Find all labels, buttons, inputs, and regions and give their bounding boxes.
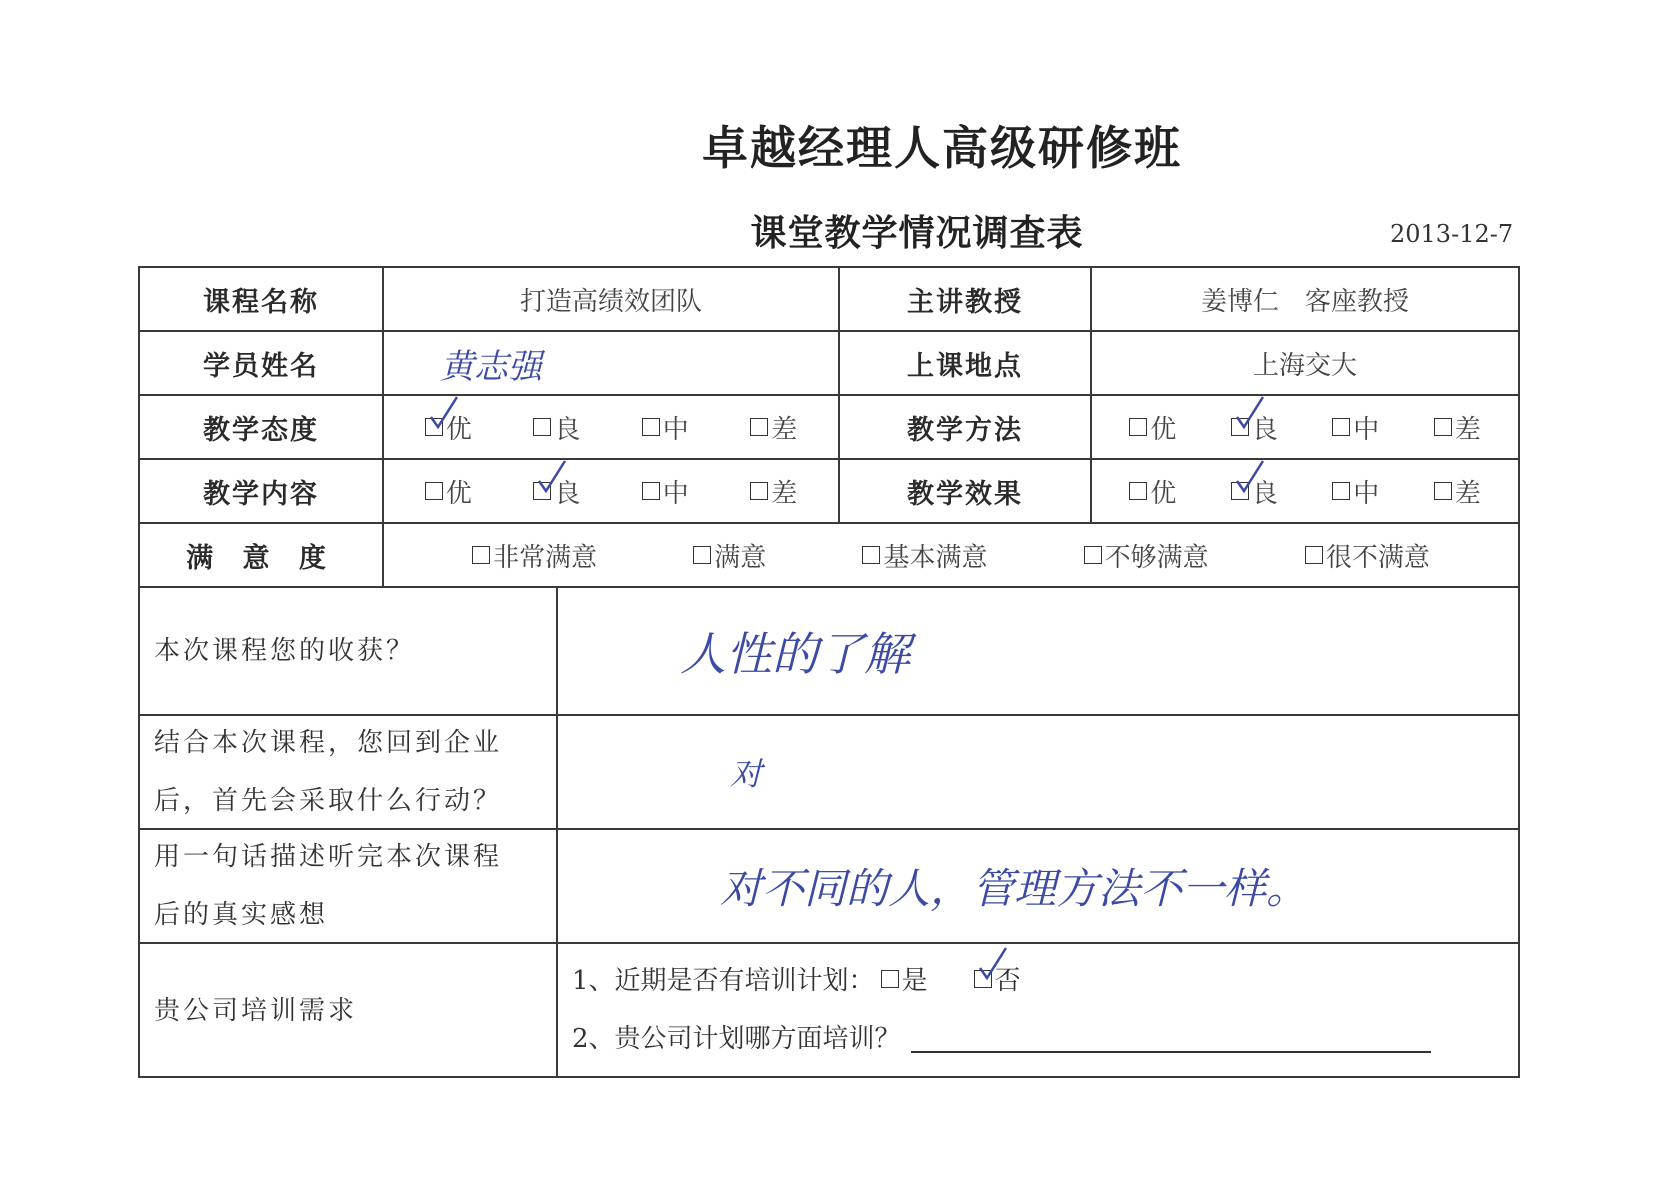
q1-answer: 人性的了解 — [680, 627, 910, 681]
satisfaction-option-3[interactable] — [862, 537, 987, 574]
content-option-1[interactable] — [425, 473, 472, 510]
attitude-option-3[interactable] — [642, 409, 689, 446]
content-option-2[interactable] — [533, 473, 580, 510]
course-name-value: 打造高绩效团队 — [519, 286, 702, 317]
checkbox[interactable] — [1129, 482, 1147, 500]
checkbox[interactable] — [1305, 546, 1323, 564]
training-plan-line — [572, 960, 1021, 997]
checkbox[interactable] — [1084, 546, 1102, 564]
location-value: 上海交大 — [1252, 350, 1357, 381]
checkbox[interactable] — [862, 546, 880, 564]
content-option-3[interactable] — [642, 473, 689, 510]
q2-answer: 对 — [730, 755, 763, 793]
teaching-method-options — [1092, 396, 1518, 458]
checkbox[interactable] — [1332, 482, 1350, 500]
check-mark-icon — [427, 393, 461, 433]
checkbox[interactable] — [750, 418, 768, 436]
q3-label-line1: 用一句话描述听完本次课程 — [154, 842, 503, 872]
option-label: 中 — [662, 478, 689, 509]
teaching-effect-options — [1092, 460, 1518, 522]
option-label: 不够满意 — [1104, 542, 1209, 573]
student-name-handwriting — [440, 332, 838, 394]
option-label: 优 — [445, 414, 472, 445]
satisfaction-option-1[interactable] — [472, 537, 597, 574]
effect-option-2[interactable] — [1231, 473, 1278, 510]
option-label: 良 — [1251, 478, 1278, 509]
training-plan-question: 1、近期是否有培训计划： — [572, 966, 875, 996]
page-title: 卓越经理人高级研修班 — [702, 121, 1182, 175]
checkbox[interactable] — [750, 482, 768, 500]
q2-answer-area[interactable] — [730, 716, 1330, 828]
check-mark-icon — [976, 944, 1010, 984]
option-label: 满意 — [714, 542, 767, 573]
effect-option-1[interactable] — [1129, 473, 1176, 510]
training-plan-no[interactable] — [974, 960, 1021, 997]
method-option-3[interactable] — [1332, 409, 1379, 446]
page-subtitle: 课堂教学情况调查表 — [750, 213, 1084, 254]
location-label: 上课地点 — [907, 350, 1023, 382]
effect-option-4[interactable] — [1434, 473, 1481, 510]
q1-label: 本次课程您的收获？ — [154, 636, 416, 666]
option-label: 良 — [554, 478, 581, 509]
satisfaction-label: 满 意 度 — [186, 542, 336, 574]
survey-date: 2013-12-7 — [1390, 220, 1514, 248]
teaching-attitude-label: 教学态度 — [203, 414, 319, 446]
q1-answer-area[interactable] — [680, 588, 1380, 714]
option-label: 优 — [1150, 478, 1177, 509]
checkbox[interactable] — [533, 418, 551, 436]
checkbox[interactable] — [693, 546, 711, 564]
checkbox[interactable] — [1434, 418, 1452, 436]
q3-answer: 对不同的人，管理方法不一样。 — [720, 864, 1309, 913]
teaching-method-label: 教学方法 — [907, 414, 1023, 446]
training-topic-blank[interactable] — [911, 1021, 1431, 1053]
training-needs-content — [558, 944, 1518, 1078]
q3-answer-area[interactable] — [720, 830, 1510, 942]
attitude-option-4[interactable] — [750, 409, 797, 446]
satisfaction-option-2[interactable] — [693, 537, 766, 574]
q2-label — [140, 716, 556, 828]
q2-label-line2: 后，首先会采取什么行动？ — [154, 786, 503, 816]
check-mark-icon — [1233, 393, 1267, 433]
training-topic-line — [572, 1018, 1431, 1055]
option-label: 良 — [1251, 414, 1278, 445]
q3-label-line2: 后的真实感想 — [154, 900, 329, 930]
satisfaction-option-4[interactable] — [1084, 537, 1209, 574]
checkbox[interactable] — [642, 418, 660, 436]
course-name-label: 课程名称 — [203, 286, 319, 318]
training-plan-yes[interactable] — [881, 960, 928, 997]
option-label: 中 — [662, 414, 689, 445]
checkbox[interactable] — [1129, 418, 1147, 436]
attitude-option-2[interactable] — [533, 409, 580, 446]
checkbox[interactable] — [425, 482, 443, 500]
option-label: 中 — [1353, 414, 1380, 445]
checkbox[interactable] — [642, 482, 660, 500]
checkbox[interactable] — [472, 546, 490, 564]
option-label: 差 — [1454, 414, 1481, 445]
option-label: 差 — [771, 414, 798, 445]
method-option-4[interactable] — [1434, 409, 1481, 446]
effect-option-3[interactable] — [1332, 473, 1379, 510]
teaching-content-options — [384, 460, 838, 522]
option-label: 优 — [445, 478, 472, 509]
teaching-attitude-options — [384, 396, 838, 458]
option-label: 否 — [994, 966, 1021, 996]
satisfaction-option-5[interactable] — [1305, 537, 1430, 574]
checkbox[interactable] — [881, 970, 899, 988]
training-topic-question: 2、贵公司计划哪方面培训？ — [572, 1024, 901, 1054]
teaching-effect-label: 教学效果 — [907, 478, 1023, 510]
teaching-content-label: 教学内容 — [203, 478, 319, 510]
content-option-4[interactable] — [750, 473, 797, 510]
q3-label — [140, 830, 556, 942]
check-mark-icon — [535, 457, 569, 497]
lecturer-value: 姜博仁 客座教授 — [1200, 286, 1409, 317]
check-mark-icon — [1233, 457, 1267, 497]
option-label: 很不满意 — [1325, 542, 1430, 573]
checkbox[interactable] — [1332, 418, 1350, 436]
method-option-1[interactable] — [1129, 409, 1176, 446]
option-label: 良 — [554, 414, 581, 445]
lecturer-label: 主讲教授 — [907, 286, 1023, 318]
attitude-option-1[interactable] — [425, 409, 472, 446]
option-label: 差 — [1454, 478, 1481, 509]
method-option-2[interactable] — [1231, 409, 1278, 446]
option-label: 基本满意 — [883, 542, 988, 573]
option-label: 是 — [901, 966, 928, 996]
student-name-value: 黄志强 — [440, 346, 542, 387]
training-needs-label: 贵公司培训需求 — [154, 996, 358, 1026]
student-name-label: 学员姓名 — [203, 350, 319, 382]
q2-label-line1: 结合本次课程，您回到企业 — [154, 728, 503, 758]
option-label: 差 — [771, 478, 798, 509]
option-label: 优 — [1150, 414, 1177, 445]
option-label: 中 — [1353, 478, 1380, 509]
satisfaction-options — [384, 524, 1518, 586]
survey-table — [138, 266, 1520, 1078]
option-label: 非常满意 — [493, 542, 598, 573]
checkbox[interactable] — [1434, 482, 1452, 500]
